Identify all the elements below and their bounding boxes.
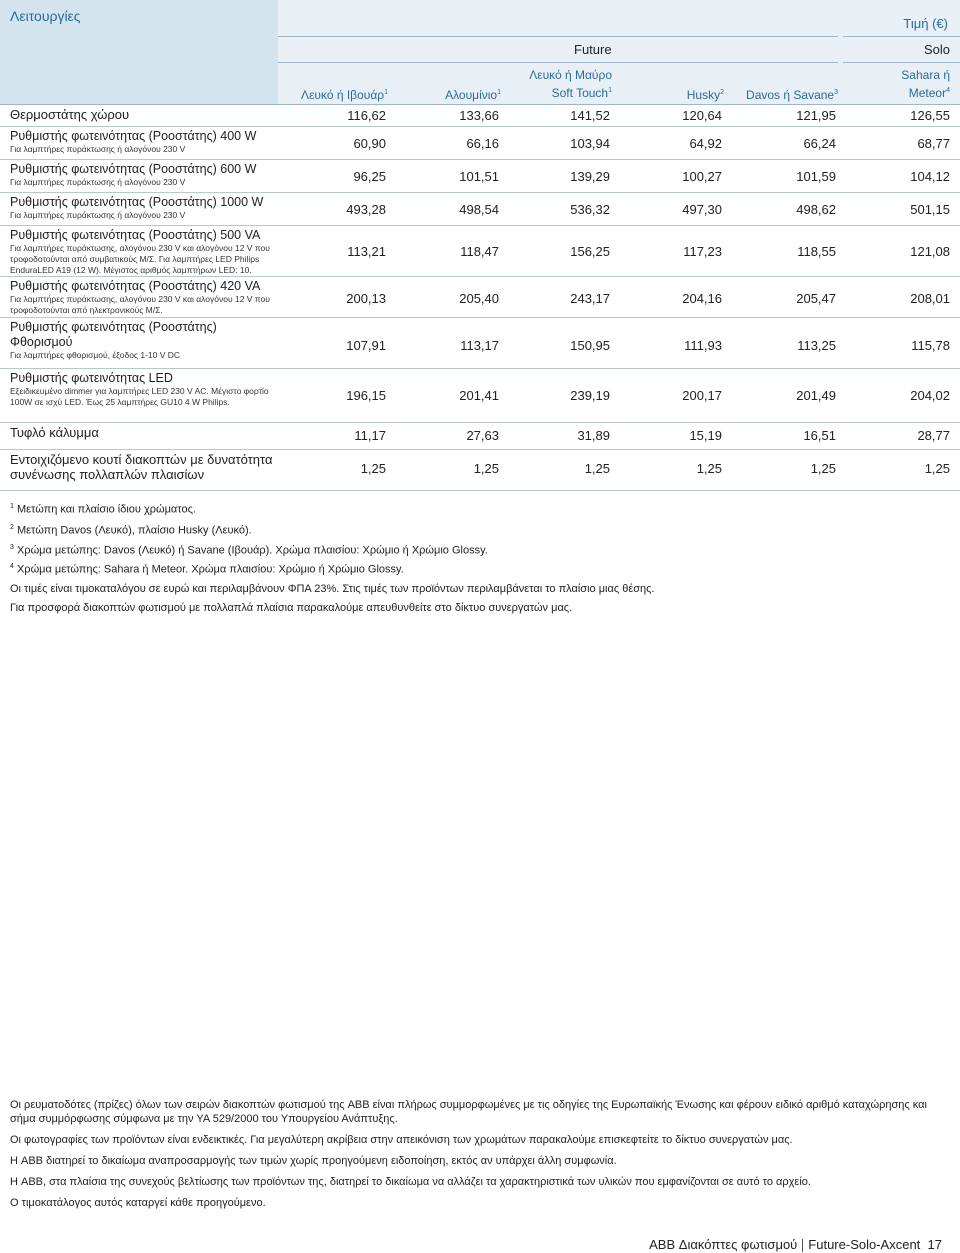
row-subtitle: Για λαμπτήρες πυράκτωσης, αλογόνου 230 V και αλογόνου 12 V που τροφοδοτούνται από ηλεκτρονικούς Μ/Σ. [10,294,270,315]
table-row [0,450,960,491]
row-title: Ρυθμιστής φωτεινότητας (Ροοστάτης) 420 VA [10,279,261,293]
table-row [0,105,960,127]
price-cell: 115,78 [911,338,950,353]
price-cell: 104,12 [910,169,950,184]
column-header-white-ivory: Λευκό ή Ιβουάρ$^1$ [301,88,388,102]
row-title: Τυφλό κάλυμμα [10,425,99,440]
price-cell: 1,25 [696,461,722,476]
price-cell: 126,55 [910,108,950,123]
price-cell: 116,62 [347,108,386,123]
column-header-husky: Husky$^2$ [686,88,724,102]
row-subtitle: Για λαμπτήρες φθορισμού, έξοδος 1-10 V DC [10,350,181,360]
row-label [10,452,280,482]
price-cell: 201,49 [796,388,836,403]
price-cell: 100,27 [682,169,722,184]
price-cell: 27,63 [466,428,499,443]
price-cell: 200,17 [682,388,722,403]
page-footer [649,1237,942,1252]
price-cell: 28,77 [917,428,950,443]
price-cell: 497,30 [682,202,722,217]
footnote: $^3$ Χρώμα μετώπης: Davos (Λευκό) ή Savane (Ιβουάρ). Χρώμα πλαισίου: Χρώμιο ή Χρώμιο Glossy. [10,544,488,557]
price-cell: 204,16 [682,291,722,306]
price-cell: 15,19 [689,428,722,443]
price-cell: 118,47 [460,244,499,259]
footer-brand: ABB Διακόπτες φωτισμού [649,1237,798,1252]
price-cell: 200,13 [346,291,386,306]
table-row [0,277,960,318]
price-cell: 96,25 [353,169,386,184]
offer-note: Για προσφορά διακοπτών φωτισμού με πολλαπλά πλαίσια παρακαλούμε απευθυνθείτε στο δίκτυο συνεργατών μας. [10,602,573,614]
price-cell: 239,19 [570,388,610,403]
price-cell: 536,32 [570,202,610,217]
table-row [0,369,960,423]
section-title: Λειτουργίες [10,8,81,24]
table-header [0,0,960,104]
table-row [0,127,960,160]
row-title: Ρυθμιστής φωτεινότητας (Ροοστάτης) Φθορισμού [10,320,217,349]
materials-note: Η ABB, στα πλαίσια της συνεχούς βελτίωσης των προϊόντων της, διατηρεί το δικαίωμα να αλλάζει τα χαρακτηριστικά των υλικών που εμφανίζονται σε αυτό το αρχείο. [10,1176,811,1188]
price-cell: 107,91 [346,338,386,353]
price-cell: 118,55 [797,244,836,259]
column-header-aluminium: Αλουμίνιο$^1$ [445,88,501,102]
row-title: Ρυθμιστής φωτεινότητας (Ροοστάτης) 600 W [10,162,257,176]
table-row [0,160,960,193]
price-cell: 498,54 [459,202,499,217]
price-cell: 66,24 [803,136,836,151]
row-label [10,279,280,316]
row-title: Ρυθμιστής φωτεινότητας LED [10,371,173,385]
price-cell: 66,16 [466,136,499,151]
future-series-label: Future [574,42,612,57]
price-cell: 120,64 [682,108,722,123]
price-cell: 150,95 [570,338,610,353]
price-cell: 111,93 [684,338,722,353]
row-title: Ρυθμιστής φωτεινότητας (Ροοστάτης) 400 W [10,129,257,143]
row-label [10,228,280,276]
price-cell: 113,25 [797,338,836,353]
price-cell: 121,08 [910,244,950,259]
row-label [10,320,280,361]
row-label [10,129,280,155]
price-cell: 113,21 [347,244,386,259]
price-cell: 139,29 [570,169,610,184]
price-cell: 205,47 [796,291,836,306]
price-cell: 103,94 [570,136,610,151]
price-cell: 121,95 [796,108,836,123]
price-cell: 117,23 [683,244,722,259]
price-cell: 101,59 [796,169,836,184]
price-cell: 1,25 [473,461,499,476]
divider [843,62,960,63]
price-cell: 205,40 [459,291,499,306]
column-header-soft-touch: Λευκό ή Μαύρο Soft Touch$^1$ [529,68,612,100]
row-label [10,162,280,188]
price-label: Τιμή (€) [903,16,948,31]
price-cell: 64,92 [689,136,722,151]
divider [843,36,960,37]
footnote: $^1$ Μετώπη και πλαίσιο ίδιου χρώματος. [10,503,196,516]
row-title: Ρυθμιστής φωτεινότητας (Ροοστάτης) 1000 W [10,195,264,209]
price-cell: 133,66 [459,108,499,123]
price-cell: 498,62 [796,202,836,217]
page-number: 17 [927,1237,942,1252]
solo-series-label: Solo [923,42,950,57]
price-cell: 11,17 [354,428,386,443]
table-row [0,226,960,277]
price-cell: 141,52 [570,108,610,123]
table-row [0,318,960,369]
row-title: Ρυθμιστής φωτεινότητας (Ροοστάτης) 500 VA [10,228,261,242]
table-row [0,423,960,450]
price-cell: 1,25 [924,461,950,476]
column-header-sahara-meteor: Sahara ή Meteor$^4$ [901,68,950,100]
price-rights-note: Η ABB διατηρεί το δικαίωμα αναπροσαρμογής των τιμών χωρίς προηγούμενη ειδοποίηση, εκτός αν υπάρχει άλλη συμφωνία. [10,1155,617,1167]
price-cell: 1,25 [360,461,386,476]
compliance-note: Οι ρευματοδότες (πρίζες) όλων των σειρών διακοπτών φωτισμού της ABB είναι πλήρως συμμορφωμένες με τις οδηγίες της Ευρωπαϊκής Ένωσης και φέρουν ειδικό αριθμό καταχώρησης και σήμα συμμόρφωσης σύμφωνα με την ΥΑ 529/2000 του Υπουργείου Ανάπτυξης. [10,1099,927,1125]
price-cell: 60,90 [353,136,386,151]
row-label [10,425,280,440]
row-label [10,371,280,408]
price-cell: 204,02 [910,388,950,403]
price-cell: 16,51 [803,428,836,443]
row-title: Θερμοστάτης χώρου [10,107,130,122]
row-label [10,195,280,221]
column-header-davos-savane: Davos ή Savane$^3$ [746,88,838,102]
row-subtitle: Για λαμπτήρες πυράκτωσης, αλογόνου 230 V και αλογόνου 12 V που τροφοδοτούνται από συμβατικούς Μ/Σ. Για λαμπτήρες LED Philips EnduraLED A19 (12 W). Μέγιστος αριθμός λαμπτήρων LED: 10. [10,243,270,275]
row-subtitle: Για λαμπτήρες πυράκτωσης ή αλογόνου 230 V [10,210,186,220]
price-cell: 156,25 [570,244,610,259]
footer-series: Future-Solo-Axcent [808,1237,921,1252]
divider [802,1239,803,1252]
price-cell: 31,89 [577,428,610,443]
row-subtitle: Εξειδικευμένο dimmer για λαμπτήρες LED 230 V AC. Μέγιστο φορτίο 100W σε ισχύ LED. Έως 25 λαμπτήρες GU10 4 W Philips. [10,386,269,407]
footnote: $^2$ Μετώπη Davos (Λευκό), πλαίσιο Husky (Λευκό). [10,524,252,537]
price-cell: 208,01 [910,291,950,306]
price-cell: 196,15 [346,388,386,403]
price-cell: 113,17 [460,338,499,353]
price-cell: 101,51 [459,169,499,184]
divider [278,36,838,37]
price-note: Οι τιμές είναι τιμοκαταλόγου σε ευρώ και περιλαμβάνουν ΦΠΑ 23%. Στις τιμές των προϊόντων περιλαμβάνεται το πλαίσιο μιας θέσης. [10,583,655,595]
price-cell: 1,25 [810,461,836,476]
row-title: Εντοιχιζόμενο κουτί διακοπτών με δυνατότητα συνένωσης πολλαπλών πλαισίων [10,452,273,482]
price-cell: 201,41 [459,388,499,403]
price-cell: 68,77 [917,136,950,151]
table-row [0,193,960,226]
price-cell: 501,15 [910,202,950,217]
footnote: $^4$ Χρώμα μετώπης: Sahara ή Meteor. Χρώμα πλαισίου: Χρώμιο ή Χρώμιο Glossy. [10,563,404,576]
divider [278,62,838,63]
row-label [10,107,280,122]
row-subtitle: Για λαμπτήρες πυράκτωσης ή αλογόνου 230 V [10,177,186,187]
photos-note: Οι φωτογραφίες των προϊόντων είναι ενδεικτικές. Για μεγαλύτερη ακρίβεια στην απεικόνιση των χρωμάτων παρακαλούμε επισκεφτείτε το δίκτυο συνεργατών μας. [10,1134,793,1146]
price-cell: 493,28 [346,202,386,217]
row-subtitle: Για λαμπτήρες πυράκτωσης ή αλογόνου 230 V [10,144,186,154]
price-cell: 243,17 [570,291,610,306]
price-cell: 1,25 [584,461,610,476]
supersede-note: Ο τιμοκατάλογος αυτός καταργεί κάθε προηγούμενο. [10,1197,266,1209]
